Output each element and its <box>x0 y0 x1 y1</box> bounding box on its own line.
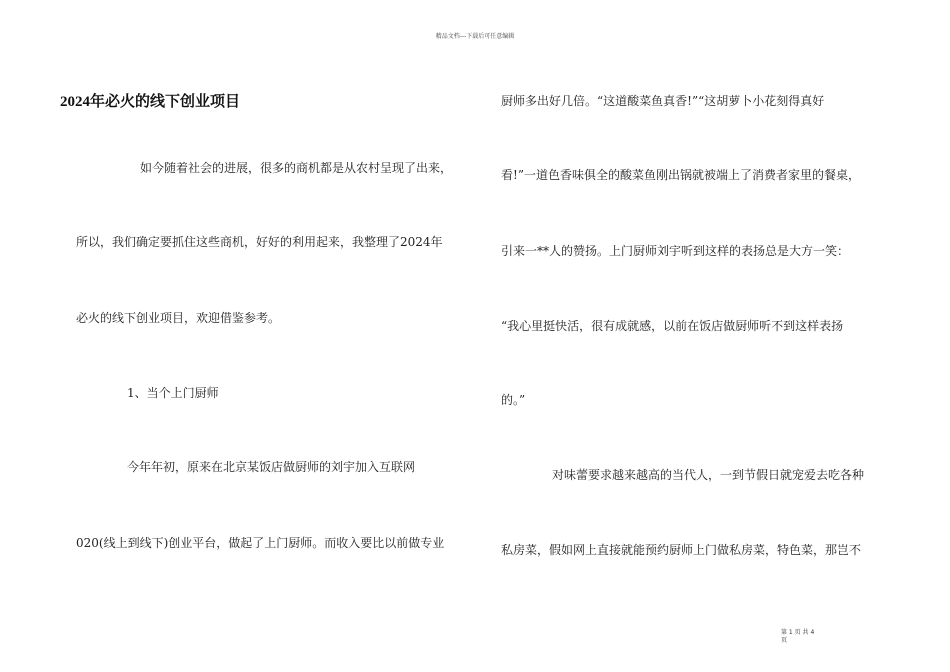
right-paragraph-line: 厨师多出好几倍。“这道酸菜鱼真香!”“这胡萝卜小花刻得真好 <box>501 94 825 108</box>
left-paragraph-line: 020(线上到线下)创业平台，做起了上门厨师。而收入要比以前做专业 <box>76 536 445 550</box>
section-heading: 1、当个上门厨师 <box>127 386 219 400</box>
right-paragraph-line: “我心里挺快活，很有成就感，以前在饭店做厨师听不到这样表扬 <box>501 319 844 333</box>
right-paragraph-line: 引来一**人的赞扬。上门厨师刘宇听到这样的表扬总是大方一笑： <box>501 244 850 258</box>
right-paragraph-line: 对味蕾要求越来越高的当代人，一到节假日就宠爱去吃各种 <box>552 468 865 482</box>
right-paragraph-line: 看!”一道色香味俱全的酸菜鱼刚出锅就被端上了消费者家里的餐桌， <box>501 168 860 182</box>
page-number-line: 第 1 页 共 4 <box>781 629 815 636</box>
page-number <box>781 629 814 645</box>
right-paragraph-line: 私房菜，假如网上直接就能预约厨师上门做私房菜，特色菜，那岂不 <box>501 543 862 557</box>
page-number-line: 页 <box>781 637 788 644</box>
left-paragraph-line: 今年年初，原来在北京某饭店做厨师的刘宇加入互联网 <box>127 460 416 474</box>
left-paragraph-line: 所以，我们确定要抓住这些商机，好好的利用起来，我整理了2024年 <box>76 235 443 249</box>
left-paragraph-line: 必火的线下创业项目，欢迎借鉴参考。 <box>76 311 281 325</box>
left-paragraph-line: 如今随着社会的进展，很多的商机都是从农村呈现了出来， <box>140 161 453 175</box>
header-note: 精品文档---下载后可任意编辑 <box>435 33 515 40</box>
document-title: 2024年必火的线下创业项目 <box>60 94 241 110</box>
right-paragraph-line: 的。” <box>501 393 526 407</box>
